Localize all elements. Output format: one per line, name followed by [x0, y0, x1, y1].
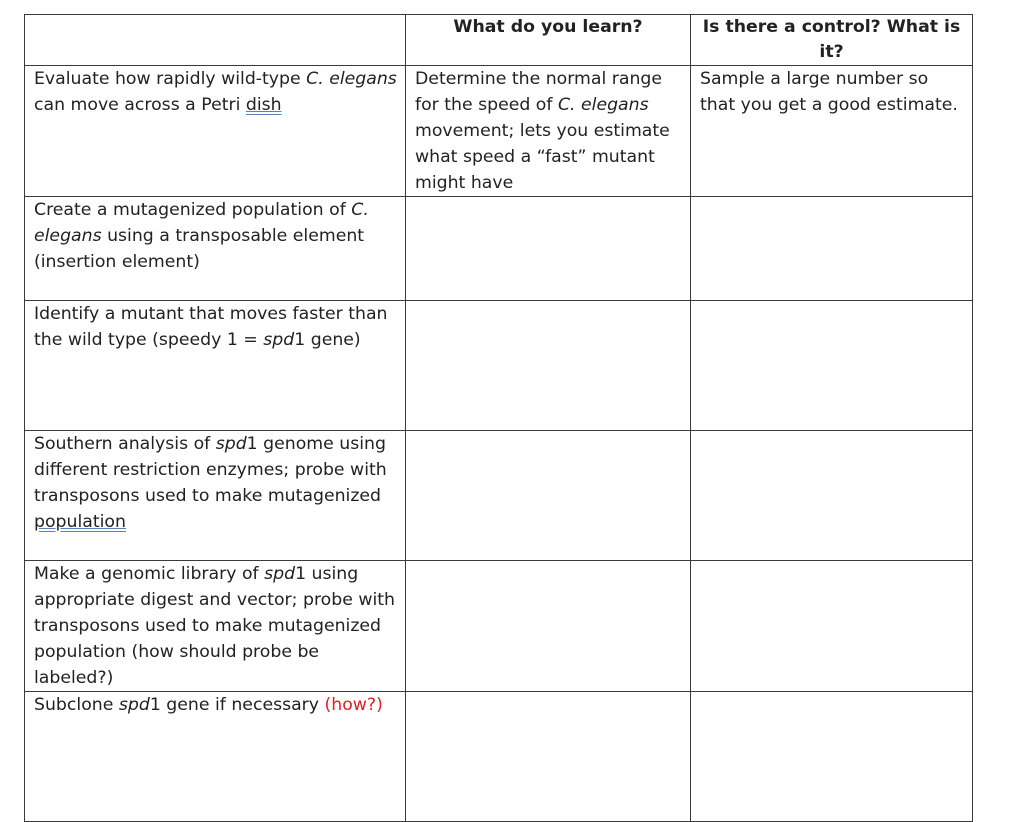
learn-text: movement; lets you estimate what speed a “fast” mutant might have	[415, 121, 670, 193]
how-question-highlight: (how?)	[324, 695, 383, 715]
control-cell[interactable]	[691, 301, 973, 431]
step-cell	[25, 301, 406, 431]
step-text: Make a genomic library of	[34, 564, 265, 584]
step-text: 1 genome using different restriction enzymes; probe with transposons used to make mutagenized	[34, 434, 387, 506]
table-row	[25, 561, 973, 692]
step-cell	[25, 692, 406, 822]
step-cell	[25, 197, 406, 301]
header-control: Is there a control? What is it?	[691, 15, 973, 66]
header-step-cell	[25, 15, 406, 66]
learn-cell[interactable]	[406, 692, 691, 822]
species-name: C. elegans	[34, 200, 369, 246]
step-text: 1 using appropriate digest and vector; probe with transposons used to make mutagenized population (how should probe be labeled?)	[34, 564, 395, 688]
experiment-worksheet-table	[24, 14, 973, 822]
step-text: using a transposable element (insertion element)	[34, 226, 365, 272]
table-row	[25, 301, 973, 431]
step-text: 1 gene if necessary	[149, 695, 325, 715]
learn-cell[interactable]	[406, 431, 691, 561]
control-cell[interactable]: Sample a large number so that you get a good estimate.	[691, 66, 973, 197]
learn-cell[interactable]	[406, 66, 691, 197]
gene-name: spd	[215, 434, 247, 454]
learn-cell[interactable]	[406, 561, 691, 692]
table-row	[25, 431, 973, 561]
gene-name: spd	[118, 695, 150, 715]
learn-text: Determine the normal range for the speed of	[415, 69, 663, 115]
step-cell	[25, 561, 406, 692]
learn-cell[interactable]	[406, 197, 691, 301]
step-text: can move across a Petri	[34, 95, 246, 115]
header-row	[25, 15, 973, 66]
gene-name: spd	[263, 330, 295, 350]
table-row	[25, 66, 973, 197]
table-row	[25, 692, 973, 822]
control-cell[interactable]	[691, 561, 973, 692]
step-text: Create a mutagenized population of	[34, 200, 352, 220]
step-text: Evaluate how rapidly wild-type	[34, 69, 307, 89]
step-cell	[25, 66, 406, 197]
header-what-do-you-learn: What do you learn?	[406, 15, 691, 66]
control-cell[interactable]	[691, 692, 973, 822]
step-text: Southern analysis of	[34, 434, 216, 454]
control-cell[interactable]	[691, 197, 973, 301]
step-text: 1 gene)	[294, 330, 361, 350]
step-text: Subclone	[34, 695, 119, 715]
spellcheck-flagged-word: population	[34, 512, 126, 532]
learn-cell[interactable]	[406, 301, 691, 431]
table-row	[25, 197, 973, 301]
species-name: C. elegans	[306, 69, 397, 89]
species-name: C. elegans	[557, 95, 649, 115]
step-cell	[25, 431, 406, 561]
gene-name: spd	[264, 564, 296, 584]
spellcheck-flagged-word: dish	[245, 95, 282, 115]
control-cell[interactable]	[691, 431, 973, 561]
step-text: Identify a mutant that moves faster than the wild type (speedy 1 =	[34, 304, 388, 350]
